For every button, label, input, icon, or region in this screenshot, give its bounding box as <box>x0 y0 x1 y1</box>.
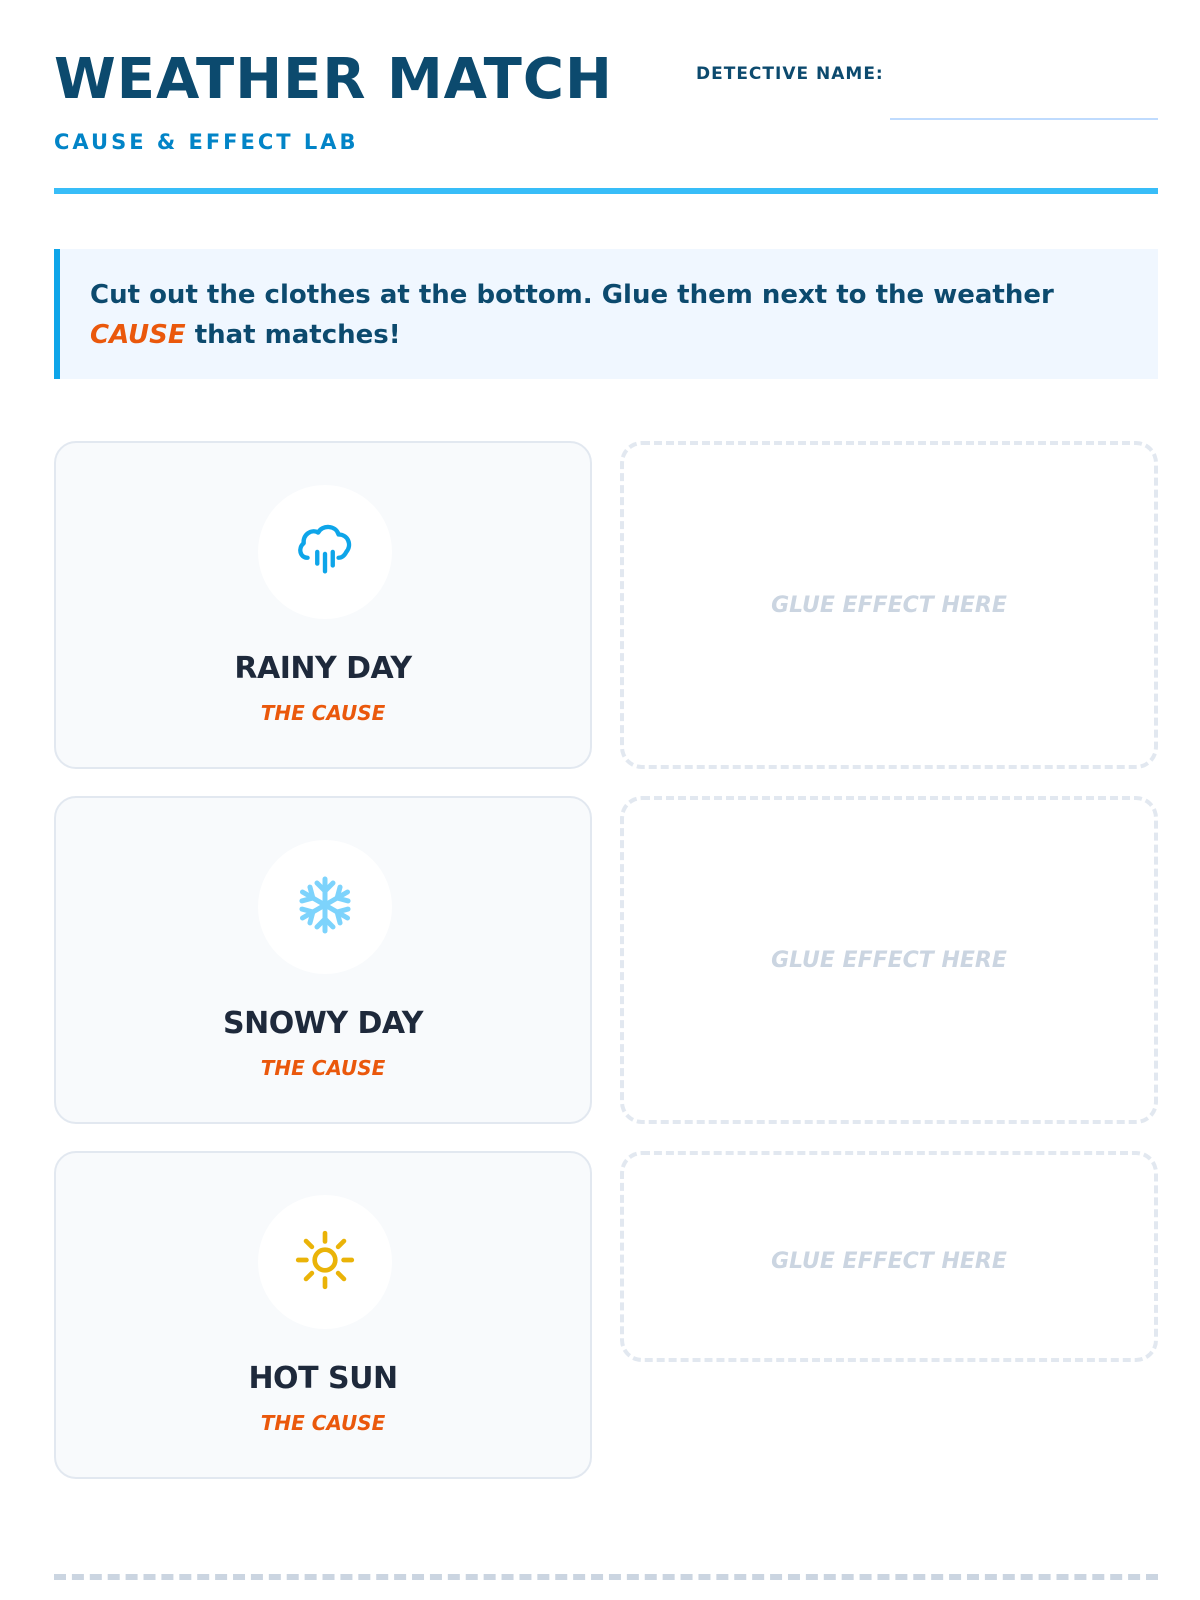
instructions-text-end: that matches! <box>185 320 401 350</box>
detective-name-field[interactable] <box>890 90 1158 120</box>
glue-area-snowy[interactable] <box>620 796 1158 1124</box>
cause-name: HOT SUN <box>248 1361 398 1396</box>
detective-name-label: DETECTIVE NAME: <box>696 64 884 84</box>
instructions-text-start: Cut out the clothes at the bottom. Glue them next to the weather <box>90 280 1054 310</box>
instructions-box <box>54 249 1158 379</box>
cause-tag: THE CAUSE <box>260 1056 386 1080</box>
icon-circle <box>258 840 392 974</box>
glue-placeholder-text: GLUE EFFECT HERE <box>771 592 1007 618</box>
glue-placeholder-text: GLUE EFFECT HERE <box>771 1249 1007 1274</box>
snowflake-icon <box>293 873 357 941</box>
header-divider <box>54 188 1158 194</box>
glue-area-rainy[interactable] <box>620 441 1158 769</box>
cause-card-sun <box>54 1151 592 1479</box>
cause-tag: THE CAUSE <box>260 1411 386 1435</box>
rain-cloud-icon <box>294 519 356 585</box>
cut-line <box>54 1574 1158 1580</box>
instructions-emphasis: CAUSE <box>90 320 186 350</box>
icon-circle <box>258 485 392 619</box>
cause-name: RAINY DAY <box>234 651 412 686</box>
glue-placeholder-text: GLUE EFFECT HERE <box>771 947 1007 973</box>
sun-icon <box>292 1227 358 1297</box>
cause-tag: THE CAUSE <box>260 701 386 725</box>
page-subtitle: CAUSE & EFFECT LAB <box>54 130 359 154</box>
icon-circle <box>258 1195 392 1329</box>
cause-card-rainy <box>54 441 592 769</box>
cause-card-snowy <box>54 796 592 1124</box>
cause-name: SNOWY DAY <box>223 1006 423 1041</box>
page-title: WEATHER MATCH <box>54 47 613 112</box>
glue-area-sun[interactable] <box>620 1151 1158 1362</box>
